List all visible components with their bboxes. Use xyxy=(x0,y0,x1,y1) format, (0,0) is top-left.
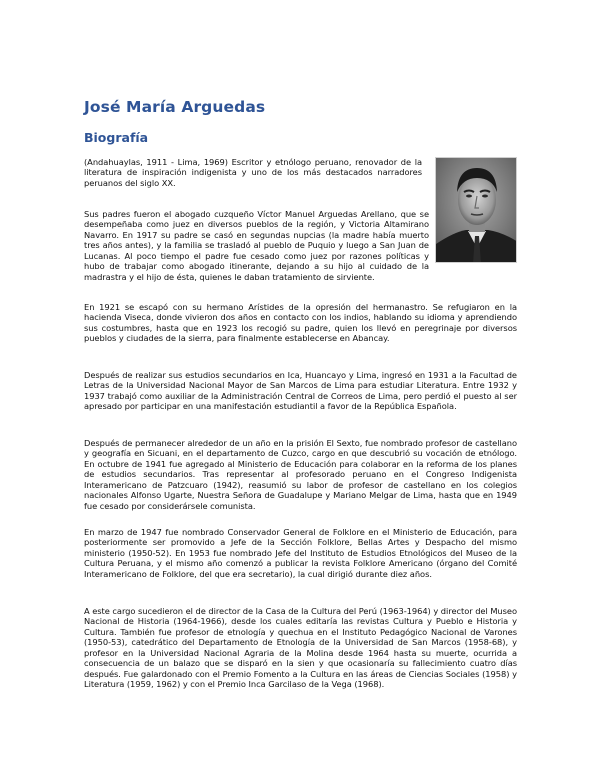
paragraph-intro: (Andahuaylas, 1911 - Lima, 1969) Escritor y etnólogo peruano, renovador de la literatura de inspiración indigenista y uno de los más destacados narradores peruanos del siglo XX. xyxy=(84,157,422,188)
paragraph-career: A este cargo sucedieron el de director de la Casa de la Cultura del Perú (1963-1964) y director del Museo Nacional de Historia (1964-1966), desde los cuales editaría las revistas Cultura y Pueblo e Historia y Cultura. También fue profesor de etnología y quechua en el Instituto Pedagógico Nacional de Varones (1950-53), catedrático del Departamento de Etnología de la Universidad de San Marcos (1958-68), y profesor en la Universidad Nacional Agraria de la Molina desde 1964 hasta su muerte, ocurrida a consecuencia de un balazo que se disparó en la sien y que ocasionaría su fallecimiento cuatro días después. Fue galardonado con el Premio Fomento a la Cultura en las áreas de Ciencias Sociales (1958) y Literatura (1959, 1962) y con el Premio Inca Garcilaso de la Vega (1968). xyxy=(84,606,517,690)
page-title: José María Arguedas xyxy=(84,98,266,116)
section-heading: Biografía xyxy=(84,130,149,145)
paragraph-teaching: Después de permanecer alrededor de un año en la prisión El Sexto, fue nombrado profesor de castellano y geografía en Sicuani, en el departamento de Cuzco, cargo en que descubrió su vocación de etnólogo. En octubre de 1941 fue agregado al Ministerio de Educación para colaborar en la reforma de los planes de estudios secundarios. Tras representar al profesorado peruano en el Congreso Indigenista Interamericano de Patzcuaro (1942), reasumió su labor de profesor de castellano en los colegios nacionales Alfonso Ugarte, Nuestra Señora de Guadalupe y Mariano Melgar de Lima, hasta que en 1949 fue cesado por considerársele comunista. xyxy=(84,438,517,511)
portrait-icon xyxy=(436,158,517,263)
paragraph-studies: Después de realizar sus estudios secundarios en Ica, Huancayo y Lima, ingresó en 1931 a la Facultad de Letras de la Universidad Nacional Mayor de San Marcos de Lima para estudiar Literatura. Entre 1932 y 1937 trabajó como auxiliar de la Administración Central de Correos de Lima, pero perdió el puesto al ser apresado por participar en una manifestación estudiantil a favor de la República Española. xyxy=(84,370,517,412)
paragraph-youth: En 1921 se escapó con su hermano Arístides de la opresión del hermanastro. Se refugiaron en la hacienda Viseca, donde vivieron dos años en contacto con los indios, hablando su idioma y aprendiendo sus costumbres, hasta que en 1923 los recogió su padre, quien los llevó en peregrinaje por diversos pueblos y ciudades de la sierra, para finalmente establecerse en Abancay. xyxy=(84,302,517,344)
paragraph-folklore: En marzo de 1947 fue nombrado Conservador General de Folklore en el Ministerio de Educación, para posteriormente ser promovido a Jefe de la Sección Folklore, Bellas Artes y Despacho del mismo ministerio (1950-52). En 1953 fue nombrado Jefe del Instituto de Estudios Etnológicos del Museo de la Cultura Peruana, y el mismo año comenzó a publicar la revista Folklore Americano (órgano del Comité Interamericano de Folklore, del que era secretario), la cual dirigió durante diez años. xyxy=(84,527,517,579)
paragraph-family: Sus padres fueron el abogado cuzqueño Víctor Manuel Arguedas Arellano, que se desempeñaba como juez en diversos pueblos de la región, y Victoria Altamirano Navarro. En 1917 su padre se casó en segundas nupcias (la madre había muerto tres años antes), y la familia se trasladó al pueblo de Puquio y luego a San Juan de Lucanas. Al poco tiempo el padre fue cesado como juez por razones políticas y hubo de trabajar como abogado itinerante, dejando a su hijo al cuidado de la madrastra y el hijo de ésta, quienes le daban tratamiento de sirviente. xyxy=(84,209,429,282)
portrait-photo xyxy=(435,157,517,263)
